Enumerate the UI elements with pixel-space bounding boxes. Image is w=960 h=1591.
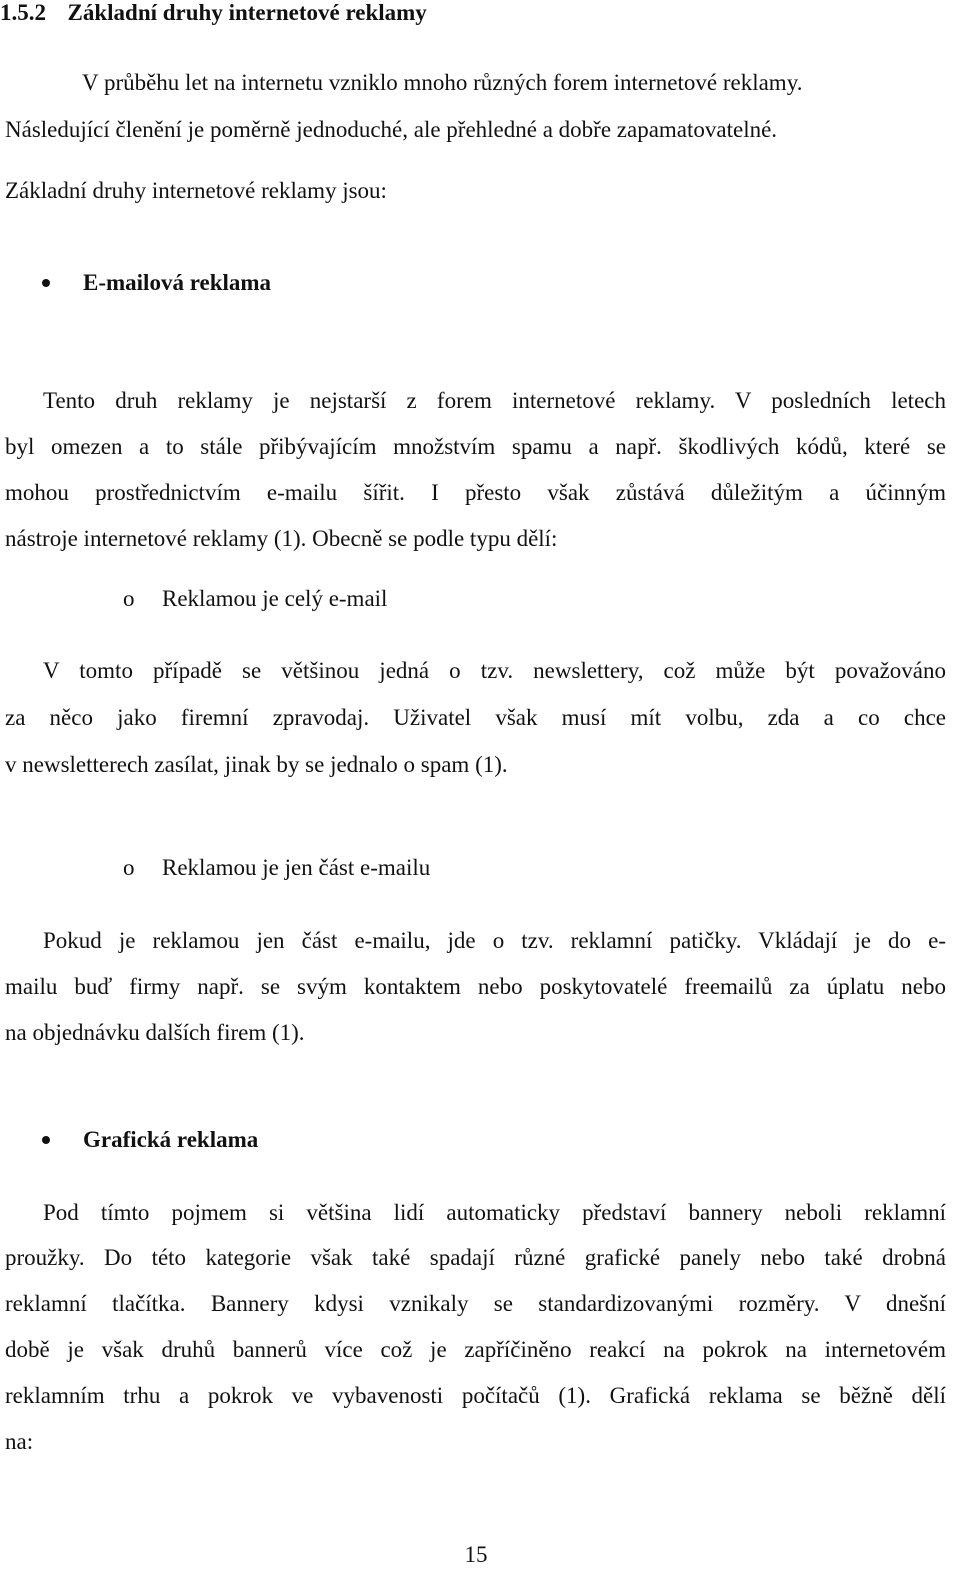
paragraph-line: v newsletterech zasílat, jinak by se jednalo o spam (1). <box>5 752 508 777</box>
paragraph-line: mohou prostřednictvím e-mailu šířit. I přesto však zůstává důležitým a účinným <box>5 480 946 505</box>
paragraph-line: Tento druh reklamy je nejstarší z forem internetové reklamy. V posledních letech <box>43 388 946 413</box>
paragraph-line: Pod tímto pojmem si většina lidí automaticky představí bannery neboli reklamní <box>43 1200 946 1225</box>
intro-line: Základní druhy internetové reklamy jsou: <box>5 178 387 203</box>
paragraph-line: nástroje internetové reklamy (1). Obecně se podle typu dělí: <box>5 526 558 551</box>
paragraph-line: Pokud je reklamou jen část e-mailu, jde o tzv. reklamní patičky. Vkládají je do e- <box>43 928 946 953</box>
sub-bullet-marker: o <box>123 855 135 880</box>
sub-bullet-marker: o <box>123 586 135 611</box>
sub-bullet-title: Reklamou je jen část e-mailu <box>162 855 431 880</box>
page-number: 15 <box>464 1542 488 1567</box>
paragraph-line: na objednávku dalších firem (1). <box>5 1020 305 1045</box>
paragraph-line: proužky. Do této kategorie však také spadají různé grafické panely nebo také drobná <box>5 1245 946 1270</box>
email-ad-heading: E-mailová reklama <box>83 270 272 295</box>
bullet-dot-icon <box>42 279 50 287</box>
paragraph-line: byl omezen a to stále přibývajícím množstvím spamu a např. škodlivých kódů, které se <box>5 434 946 459</box>
paragraph-line: V tomto případě se většinou jedná o tzv. newslettery, což může být považováno <box>43 658 946 683</box>
paragraph-line: mailu buď firmy např. se svým kontaktem nebo poskytovatelé freemailů za úplatu nebo <box>5 974 946 999</box>
paragraph-line: na: <box>5 1429 34 1454</box>
paragraph-line: reklamní tlačítka. Bannery kdysi vznikaly se standardizovanými rozměry. V dnešní <box>5 1291 946 1316</box>
intro-line: V průběhu let na internetu vzniklo mnoho různých forem internetové reklamy. <box>82 70 803 95</box>
paragraph-line: za něco jako firemní zpravodaj. Uživatel však musí mít volbu, zda a co chce <box>5 705 946 730</box>
paragraph-line: době je však druhů bannerů více což je zapříčiněno reakcí na pokrok na internetovém <box>5 1337 946 1362</box>
section-number: 1.5.2 <box>0 0 46 25</box>
intro-line: Následující členění je poměrně jednoduché, ale přehledné a dobře zapamatovatelné. <box>5 117 778 142</box>
paragraph-line: reklamním trhu a pokrok ve vybavenosti počítačů (1). Grafická reklama se běžně dělí <box>5 1383 946 1408</box>
section-heading <box>0 0 941 28</box>
bullet-dot-icon <box>42 1136 50 1144</box>
graphic-ad-heading: Grafická reklama <box>83 1127 259 1152</box>
sub-bullet-title: Reklamou je celý e-mail <box>162 586 388 611</box>
section-title: Základní druhy internetové reklamy <box>67 0 427 25</box>
